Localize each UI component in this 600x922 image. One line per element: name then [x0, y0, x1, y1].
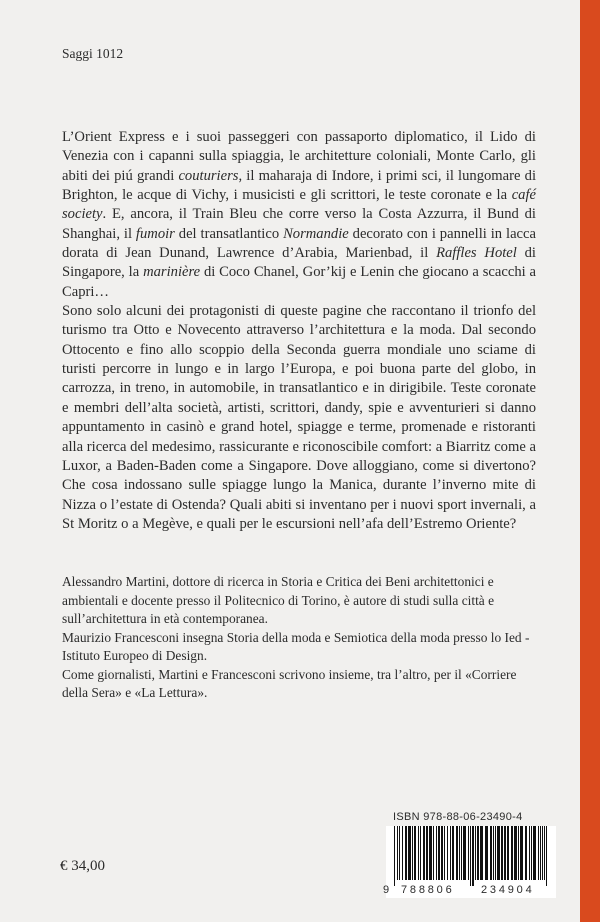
barcode-bar [399, 826, 400, 880]
barcode-bar [408, 826, 411, 880]
barcode-bar [402, 826, 403, 880]
barcode-bar [418, 826, 419, 880]
barcode-bar [529, 826, 530, 880]
barcode-bar [538, 826, 539, 880]
barcode-bar [459, 826, 460, 880]
barcode-bar [507, 826, 509, 880]
author-bio [62, 573, 542, 703]
blurb-italic-run: Raffles Hotel [436, 245, 517, 262]
blurb-italic-run: fumoir [135, 225, 175, 242]
bio-paragraph-2: Maurizio Francesconi insegna Storia della moda e Semiotica della moda presso lo Ied - Istituto Europeo di Design. [62, 629, 530, 663]
barcode-digits [383, 884, 559, 896]
blurb-text-run: del transatlantico [174, 225, 284, 242]
barcode-bar [461, 826, 462, 880]
blurb-text-run: decorato con i pannelli in lacca dorata di Jean Dunand, Lawrence d’Arabia, Marienbad, il [62, 225, 536, 262]
barcode-right-digits: 234904 [481, 884, 535, 896]
bio-paragraph-1: Alessandro Martini, dottore di ricerca in Storia e Critica dei Beni architettonici e ambientali e docente presso il Politecnico di Torino, è autore di studi sulla città e sull’architettura in età contemporanea. [62, 574, 495, 626]
barcode-bar [444, 826, 445, 880]
barcode-bar [472, 826, 474, 886]
barcode-bar [514, 826, 517, 880]
barcode-bar [480, 826, 483, 880]
barcode-bar [477, 826, 479, 880]
blurb-paragraph-2: Sono solo alcuni dei protagonisti di queste pagine che raccontano il trionfo del turismo tra Otto e Novecento attraverso l’architettura e la moda. Dal secondo Ottocento e fino allo scoppio della Seconda guerra mondiale uno sciame di turisti percorre in lungo e in largo l’Europa, e poi buona parte del globo, in carrozza, in treno, in automobile, in transatlantico e in dirigibile. Teste coronate e membri dell’alta società, artisti, scrittori, dandy, spie e avventurieri si danno appuntamento in casinò e grand hotel, spiagge e terme, promenade e ristoranti alla ricerca del medesimo, rassicurante e riconoscibile comfort: a Biarritz come a Luxor, a Baden-Baden come a Singapore. Dove alloggiano, come si divertono? Che cosa indossano sulle spiagge lungo la Manica, durante l’inverno mite di Nizza o l’estate di Ostenda? Quali abiti si inventano per i nuovi sport invernali, a St Moritz o a Megève, e quali per le escursioni nell’afa dell’Estremo Oriente? [62, 303, 536, 532]
barcode-bar [495, 826, 496, 880]
barcode-bar [525, 826, 527, 880]
barcode-bar [463, 826, 466, 880]
blurb-text-run: . E, ancora, il Train Bleu che corre verso la Costa Azzurra, il Bund di Shanghai, il [62, 206, 536, 242]
barcode-bar [470, 826, 471, 886]
barcode-bar [429, 826, 432, 880]
barcode-bar [544, 826, 545, 880]
barcode-bar [468, 826, 469, 880]
bio-paragraph-3: Come giornalisti, Martini e Francesconi scrivono insieme, tra l’altro, per il «Corriere della Sera» e «La Lettura». [62, 666, 517, 700]
blurb-text-run: , il maharaja di Indore, i primi sci, il lungomare di Brighton, le acque di Vichy, i musicisti e gli scrittori, le teste coronate e la [62, 167, 536, 204]
barcode-bar [520, 826, 523, 880]
blurb-paragraph-1 [62, 128, 536, 302]
barcode-bar [542, 826, 543, 880]
barcode-bar [436, 826, 437, 880]
barcode-bar [441, 826, 443, 880]
barcode-bar [423, 826, 425, 880]
series-label: Saggi 1012 [62, 46, 124, 61]
blurb-italic-run: café society [62, 187, 536, 223]
barcode-bar [518, 826, 519, 880]
isbn-label: ISBN 978-88-06-23490-4 [393, 811, 523, 823]
barcode-bar [450, 826, 451, 880]
blurb-text-run: di Singapore, la [62, 245, 536, 281]
spine-edge [580, 0, 600, 922]
barcode-bar [426, 826, 428, 880]
barcode-bar [497, 826, 500, 880]
barcode-bar [493, 826, 494, 880]
blurb-italic-run: Normandie [283, 225, 349, 242]
barcode-bar [397, 826, 398, 880]
barcode-bar [438, 826, 440, 880]
blurb-italic-run: marinière [143, 264, 201, 281]
barcode-bar [420, 826, 421, 880]
barcode-bar [504, 826, 506, 880]
barcode-bar [405, 826, 407, 880]
barcode-bar [501, 826, 503, 880]
barcode-bar [546, 826, 547, 886]
barcode-bar [456, 826, 458, 880]
barcode-bar [511, 826, 513, 880]
blurb-italic-run: couturiers [178, 167, 239, 184]
barcode-bar [531, 826, 532, 880]
barcode-first-digit: 9 [383, 884, 390, 896]
book-blurb [62, 128, 536, 534]
barcode-bar [452, 826, 454, 880]
barcode-bar [490, 826, 492, 880]
barcode-bars [386, 826, 556, 886]
barcode-bar [533, 826, 536, 880]
barcode-bar [433, 826, 434, 880]
barcode-bar [414, 826, 416, 880]
barcode-bar [475, 826, 476, 880]
barcode-bar [540, 826, 541, 880]
barcode-bar [412, 826, 413, 880]
price: € 34,00 [60, 858, 105, 874]
barcode-bar [394, 826, 395, 886]
blurb-text-run: di Coco Chanel, Gor’kij e Lenin che giocano a scacchi a Capri… [62, 264, 537, 300]
barcode-bar [447, 826, 448, 880]
blurb-text-run: L’Orient Express e i suoi passeggeri con passaporto diplomatico, il Lido di Venezia con i capanni sulla spiaggia, le architetture coloniali, Monte Carlo, gli abiti dei piú grandi [62, 129, 536, 184]
barcode-bar [485, 826, 488, 880]
barcode-left-digits: 788806 [401, 884, 455, 896]
